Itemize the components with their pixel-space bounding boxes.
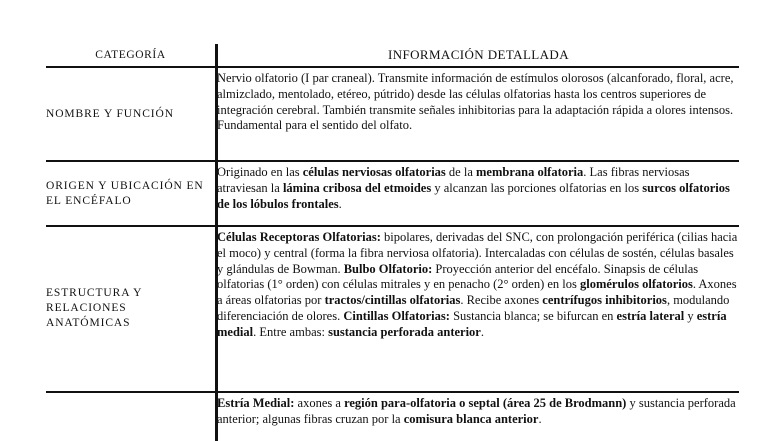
row-divider <box>46 160 739 162</box>
text-run: axones a <box>294 396 345 410</box>
row-info-nombre-funcion <box>217 71 739 134</box>
text-run: . Las fibras nerviosas atraviesan la <box>217 165 690 195</box>
bold-term: centrífugos inhibitorios <box>542 293 667 308</box>
row-info-estructura <box>217 230 739 341</box>
text-run: . <box>338 196 342 211</box>
bold-term: lámina cribosa del etmoides <box>282 180 432 195</box>
text-run: Originado en las <box>217 165 303 179</box>
header-info: INFORMACIÓN DETALLADA <box>387 47 570 62</box>
bold-term: Estría Medial: <box>217 396 295 410</box>
text-run: . <box>480 324 484 339</box>
text-run: , modulando diferenciación de olores. <box>217 293 730 323</box>
row-category-estructura: ESTRUCTURA Y RELACIONES ANATÓMICAS <box>46 287 142 329</box>
text-run: . Entre ambas: <box>253 324 329 339</box>
text-run: Proyección anterior del encéfalo. Sinapsis de células olfatorias (1° orden) con células mitrales y en penacho (2° orden) en los <box>217 261 699 292</box>
text-run: bipolares, derivadas del SNC, con prolongación periférica (cilias hacia el moco) y central (forma la fibra nerviosa olfatoria). Intercaladas con células de sostén, células basales y glándulas de Bowman. <box>217 230 738 276</box>
row-divider <box>46 66 739 68</box>
row-category-nombre-funcion: NOMBRE Y FUNCIÓN <box>46 108 174 120</box>
bold-term: comisura blanca anterior <box>403 411 539 426</box>
row-info-origen-ubicacion <box>217 165 739 212</box>
bold-term: estría lateral <box>616 308 685 323</box>
row-category-origen-ubicacion: ORIGEN Y UBICACIÓN EN EL ENCÉFALO <box>46 180 204 207</box>
row-divider <box>46 391 739 393</box>
header-category: CATEGORÍA <box>95 49 166 61</box>
text-run: . Recibe axones <box>460 293 543 308</box>
text-run: y <box>684 308 697 323</box>
bold-term: surcos olfatorios de los lóbulos frontales <box>217 180 730 211</box>
bold-term: Bulbo Olfatorio: <box>343 261 433 276</box>
text-run: . <box>538 411 542 426</box>
row-divider <box>46 225 739 227</box>
bold-term: Cintillas Olfatorias: <box>343 308 450 323</box>
bold-term: Células Receptoras Olfatorias: <box>217 230 381 244</box>
bold-term: membrana olfatoria <box>476 165 584 179</box>
text-run: de la <box>445 165 476 179</box>
text-run: y alcanzan las porciones olfatorias en los <box>431 180 643 195</box>
bold-term: región para-olfatoria o septal (área 25 de Brodmann) <box>344 396 627 410</box>
text-run: Nervio olfatorio (I par craneal). Transmite información de estímulos olorosos (alcanforado, floral, acre, almizclado, mentolado, etéreo, pútrido) desde las células olfatorias hasta los centros superiores de integración cerebral. También transmite señales inhibitorias para la adaptación rápida a olores intensos. Fundamental para el sentido del olfato. <box>217 71 734 133</box>
text-run: . Axones a áreas olfatorias por <box>217 277 737 308</box>
bold-term: sustancia perforada anterior <box>328 324 481 339</box>
bold-term: estría medial <box>217 308 727 339</box>
bold-term: tractos/cintillas olfatorias <box>324 293 461 308</box>
bold-term: células nerviosas olfatorias <box>302 165 446 179</box>
text-run: y sustancia perforada anterior; algunas fibras cruzan por la <box>217 396 736 426</box>
text-run: Sustancia blanca; se bifurcan en <box>449 308 617 323</box>
row-info-estria-medial <box>217 396 739 428</box>
bold-term: glomérulos olfatorios <box>580 277 693 292</box>
